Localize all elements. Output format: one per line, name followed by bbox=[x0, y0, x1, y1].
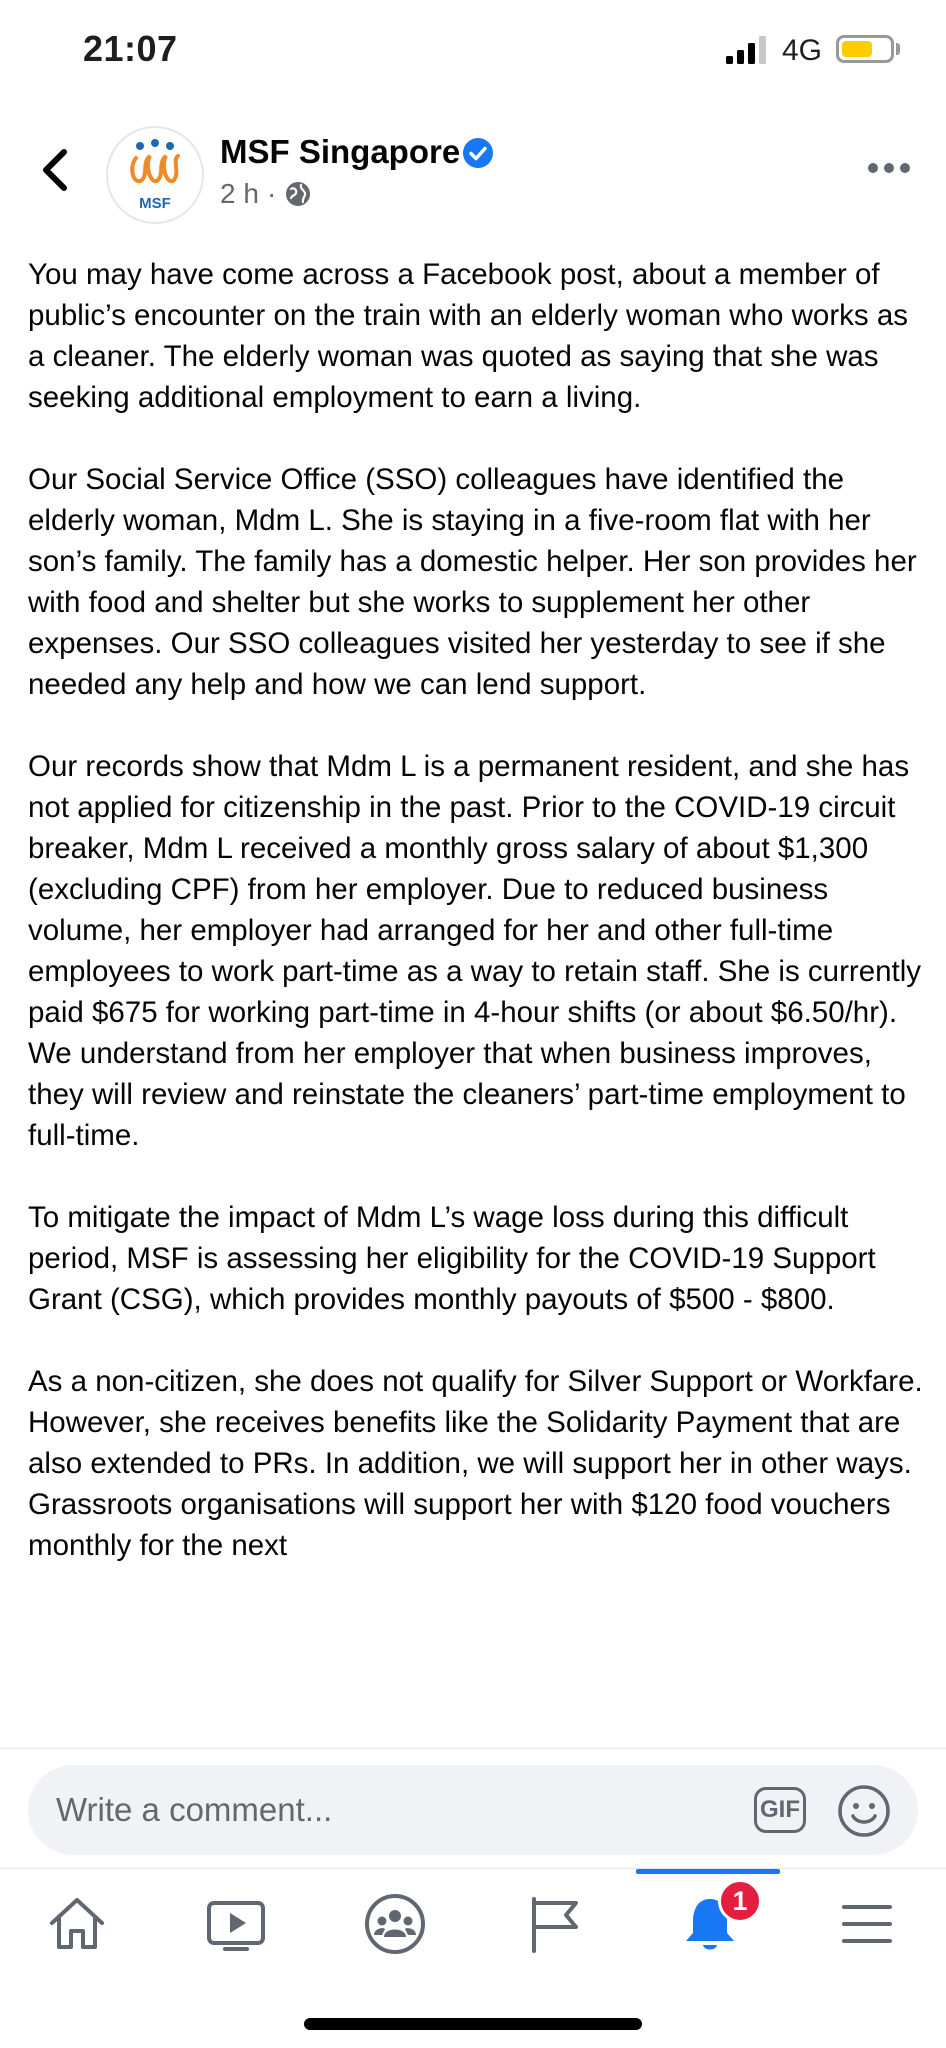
status-bar bbox=[0, 0, 946, 100]
comment-input[interactable] bbox=[28, 1765, 918, 1855]
video-icon bbox=[203, 1891, 269, 1957]
post-meta bbox=[220, 178, 312, 210]
signal-icon bbox=[726, 36, 770, 64]
tab-home[interactable] bbox=[44, 1891, 110, 1957]
post-paragraph: As a non-citizen, she does not qualify for Silver Support or Workfare. However, she receives benefits like the Solidarity Payment that are also extended to PRs. In addition, we will support her in other ways. Grassroots organisations will support her with $120 food vouchers monthly for the next bbox=[28, 1365, 923, 1562]
active-tab-indicator bbox=[636, 1869, 780, 1874]
page-avatar[interactable] bbox=[108, 128, 202, 222]
comment-placeholder: Write a comment... bbox=[56, 1791, 333, 1828]
msf-logo-icon bbox=[108, 128, 202, 222]
back-arrow-icon[interactable] bbox=[30, 140, 80, 200]
groups-icon bbox=[362, 1891, 428, 1957]
post-timestamp[interactable]: 2 h bbox=[220, 178, 259, 209]
post-body bbox=[28, 254, 928, 1748]
menu-icon bbox=[834, 1891, 900, 1957]
tab-bar bbox=[0, 1868, 946, 1979]
meta-separator: · bbox=[266, 178, 277, 209]
more-options-icon[interactable] bbox=[866, 158, 912, 178]
tab-watch[interactable] bbox=[203, 1891, 269, 1957]
tab-menu[interactable] bbox=[834, 1891, 900, 1957]
home-icon bbox=[44, 1891, 110, 1957]
post-paragraph: To mitigate the impact of Mdm L’s wage loss during this difficult period, MSF is assessing her eligibility for the COVID-19 Support Grant (CSG), which provides monthly payouts of $500 - $800. bbox=[28, 1201, 876, 1316]
post-paragraph: You may have come across a Facebook post, about a member of public’s encounter on the train with an elderly woman who works as a cleaner. The elderly woman was quoted as saying that she was seeking additional employment to earn a living. bbox=[28, 258, 909, 414]
home-indicator[interactable] bbox=[304, 2018, 642, 2030]
post-paragraph: Our Social Service Office (SSO) colleagues have identified the elderly woman, Mdm L. She is staying in a five-room flat with her son’s family. The family has a domestic helper. Her son provides her with food and shelter but she works to supplement her other expenses. Our SSO colleagues visited her yesterday to see if she needed any help and how we can lend support. bbox=[28, 463, 917, 701]
battery-icon bbox=[836, 35, 894, 63]
logo-text: MSF bbox=[139, 195, 171, 212]
globe-icon bbox=[284, 180, 312, 208]
network-label: 4G bbox=[782, 34, 823, 67]
tab-groups[interactable] bbox=[362, 1891, 428, 1957]
notification-badge: 1 bbox=[718, 1879, 762, 1923]
verified-badge-icon bbox=[462, 137, 494, 169]
status-time: 21:07 bbox=[83, 28, 178, 69]
flag-icon bbox=[522, 1891, 588, 1957]
post-paragraph: Our records show that Mdm L is a permanent resident, and she has not applied for citizenship in the past. Prior to the COVID-19 circuit breaker, Mdm L received a monthly gross salary of about $1,300 (excluding CPF) from her employer. Due to reduced business volume, her employer had arranged for her and other full-time employees to work part-time as a way to retain staff. She is currently paid $675 for working part-time in 4-hour shifts (or about $6.50/hr). We understand from her employer that when business improves, they will review and reinstate the cleaners’ part-time employment to full-time. bbox=[28, 750, 922, 1152]
comment-bar bbox=[0, 1748, 946, 1869]
emoji-icon[interactable] bbox=[836, 1783, 892, 1839]
gif-button[interactable]: GIF bbox=[754, 1787, 806, 1833]
page-name[interactable]: MSF Singapore bbox=[220, 133, 461, 170]
tab-pages[interactable] bbox=[522, 1891, 588, 1957]
battery-level bbox=[842, 41, 872, 57]
battery-cap bbox=[896, 43, 900, 55]
